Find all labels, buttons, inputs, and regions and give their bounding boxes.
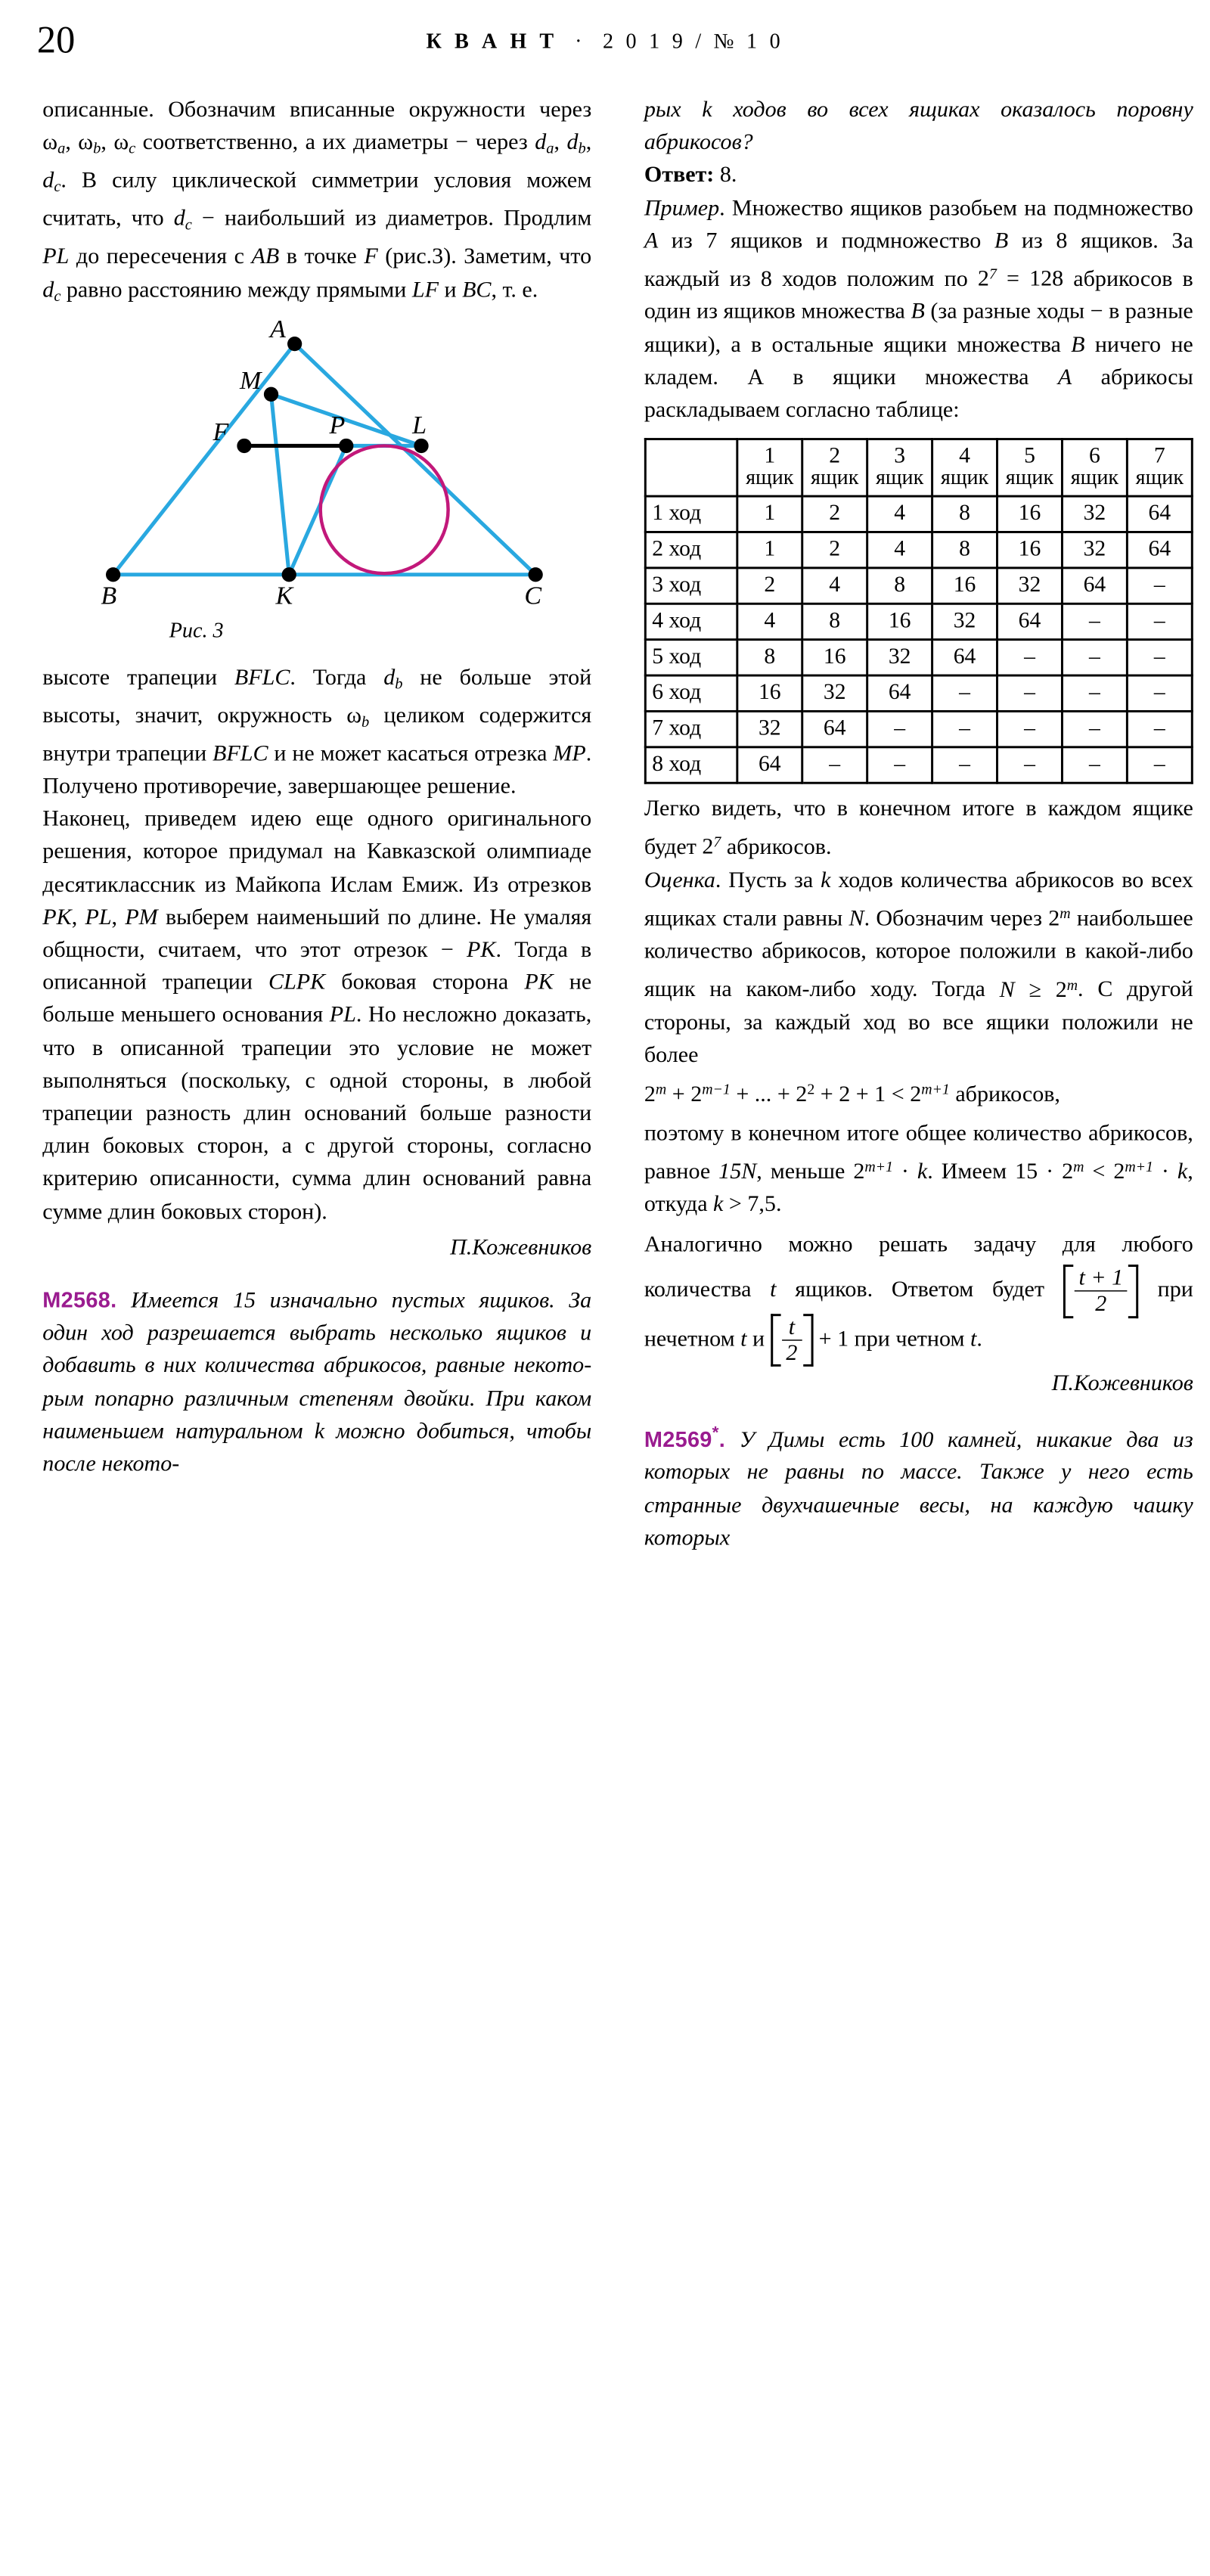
label-M: M [240,366,262,395]
power-base: 2 [853,1159,865,1184]
table-row-header: 8 ход [645,747,737,783]
text-run: Аналогично можно решать задачу для любого количества [644,1231,1193,1302]
segment-ML [271,394,422,445]
table-cell: 8 [802,604,867,639]
header-separator: · [575,29,585,54]
numeric-factor: 15 · [1015,1159,1063,1184]
table-cell: – [1062,640,1127,675]
math-var: CLPK [268,970,326,995]
table-row-header: 4 ход [645,604,737,639]
table-cell: 32 [1062,496,1127,532]
floor-bracket [1063,1267,1139,1316]
power-base: 2 [910,1082,922,1107]
table-row-header: 1 ход [645,496,737,532]
table-row-header: 5 ход [645,640,737,675]
text-run: соответственно, а их диаметры − через [135,130,535,155]
math-var: BFLC [234,665,290,690]
table-cell: – [802,747,867,783]
figure-caption: Рис. 3 [169,619,224,643]
math-var: B [911,299,925,324]
text-run: . Но несложно доказать, что в описанной трапеции это условие не может выполняться (поскольку, с одной стороны, в любой трапеции разность длин оснований больше разности длин боковых сторон, а с другой стороны, согласно критерию описанности, сумма длин оснований равна сумме длин боковых сторон). [42,1003,592,1224]
subscript: c [54,287,61,305]
table-row-header: 2 ход [645,532,737,568]
omega-symbol: ω [42,130,58,155]
math-var: BC [462,277,492,303]
label-L: L [412,411,427,439]
subscript: a [57,140,66,157]
text-run: . С другой стороны, за каждый ход во все ящики положили не более [644,977,1193,1068]
text-run: (рис.3). Заметим, что [377,244,592,270]
text-run: абрикосы раскладываем согласно таблице: [644,365,1193,423]
table-cell: 8 [932,532,997,568]
figure-svg [42,319,591,610]
paragraph-example [644,192,1193,427]
table-cell: 32 [737,712,802,747]
power-base: 2 [1048,906,1060,931]
text-run: . Тогда [290,665,384,690]
apricots-table [644,438,1193,784]
asterisk-marker: * [712,1423,719,1442]
text-run: и [438,277,463,303]
table-cell: 16 [737,675,802,711]
math-var: B [994,228,1009,253]
table-cell: 64 [737,747,802,783]
text-run: из 7 ящиков и подмножество [658,228,994,253]
label-B: B [101,581,117,610]
label-C: C [524,581,542,610]
label-F: F [213,417,229,446]
table-cell: 16 [997,496,1063,532]
relation-operator: ≥ [1014,977,1056,1002]
text-run: . Тогда в описанной трапеции [42,937,592,995]
subscript: b [395,675,403,692]
table-cell: 16 [867,604,932,639]
power-exponent: m−1 [702,1081,731,1098]
table-row [645,640,1192,675]
problem-statement-m2568: Имеется 15 изначально пустых ящиков. За один ход разрешается выбрать несколько ящиков и добавить в них количества абрикосов, равные некоторым попарно различным степеням двойки. При каком наименьшем натуральном k можно добиться, чтобы после некото- [42,1288,592,1477]
table-body [645,496,1192,783]
text-run: . Пусть за [715,867,821,892]
paragraph-problem-tail [644,94,1193,159]
text-run: , [65,130,79,155]
problem-id-m2569: M2569 [644,1427,712,1452]
table-cell: 4 [802,568,867,604]
answer-line [644,160,1193,192]
table-cell: – [1127,604,1192,639]
page-header [0,20,1210,70]
operator: + [666,1082,691,1107]
table-row-header: 3 ход [645,568,737,604]
text-run: и [746,1326,771,1352]
table-col-header: 7 ящик [1127,439,1192,496]
geometry-figure [42,319,591,655]
relation-operator: > [723,1192,748,1217]
text-run: поэтому в конечном итоге общее количество абрикосов, равное [644,1121,1193,1184]
math-var: F [364,244,378,270]
example-label: Пример [644,195,720,221]
power-exponent: 2 [807,1081,815,1098]
text-run: в точке [279,244,365,270]
math-var: MP [553,741,586,766]
incircle [321,445,448,573]
text-run: (за разные ходы − в разные ящики), а в остальные ящики множества [644,299,1193,357]
operator: · [1153,1159,1177,1184]
omega-symbol: ω [346,703,362,728]
problem-m2568 [42,1285,591,1481]
table-cell: – [1127,747,1192,783]
point-B [106,567,120,582]
text-run: , [111,905,126,930]
table-cell: 32 [997,568,1063,604]
paragraph-alternate-solution [42,803,591,1228]
table-cell: 4 [737,604,802,639]
table-cell: 16 [932,568,997,604]
table-cell: 64 [1127,532,1192,568]
paragraph-estimate [644,864,1193,1072]
math-var: N [999,977,1015,1002]
text-run: , т. е. [491,277,538,303]
power-exponent: m+1 [864,1158,893,1175]
text-run: ходов во всех ящиках оказалось поровну абрикосов? [644,97,1193,155]
text-run: не больше этой высоты, значит, окружность [42,665,592,728]
operator: · [892,1159,917,1184]
table-cell: – [1127,640,1192,675]
power-base: 2 [977,266,989,292]
table-col-header: 3 ящик [867,439,932,496]
equation-rhs: = 128 [996,266,1064,292]
text-run: равно расстоянию между прямыми [60,277,412,303]
table-corner-cell [645,439,737,496]
text-run: . Получено противоречие, завершающее решение. [42,741,592,799]
omega-symbol: ω [113,130,129,155]
table-row-header: 7 ход [645,712,737,747]
table-row [645,675,1192,711]
table-cell: – [1062,675,1127,711]
point-P [339,438,353,452]
subscript: c [129,140,136,157]
text-run: и не может касаться отрезка [268,741,554,766]
journal-title: К В А Н Т [426,29,558,54]
table-cell: – [997,747,1063,783]
power-exponent: m [655,1081,667,1098]
math-var: PL [42,244,70,270]
math-var: k [1177,1159,1188,1184]
math-var: LF [411,277,439,303]
table-row [645,712,1192,747]
text-run: − наибольший из диаметров. Продлим [191,206,592,231]
table-cell: 64 [1062,568,1127,604]
figure-labels [101,319,542,610]
text-run: ходов количества абрикосов во всех ящиках стали равны [644,867,1193,931]
point-F [237,438,251,452]
table-cell: 8 [867,568,932,604]
power-exponent: 7 [988,265,997,283]
problem-m2569 [644,1417,1193,1555]
text-run: выберем наименьший по длине. Не умаляя общности, считаем, что этот отрезок − [42,905,592,963]
power-base: 2 [644,1082,656,1107]
math-var: A [644,228,659,253]
text-run: Наконец, приведем идею еще одного оригинального решения, которое придумал на Кавказской олимпиаде десятиклассник из Майкопа Ислам Емиж. Из отрезков [42,806,592,897]
math-var: AB [251,244,280,270]
text-run: высоте трапеции [42,665,234,690]
math-var: PK [524,970,554,995]
table-cell: – [1127,675,1192,711]
text-run: . В силу циклической симметрии условия можем считать, что [42,168,592,231]
power-base: 2 [702,835,714,860]
table-cell: 16 [802,640,867,675]
table-cell: – [1062,712,1127,747]
table-header [645,439,1192,496]
math-var: PM [125,905,158,930]
math-var: PK [467,937,496,963]
power-base: 2 [690,1082,703,1107]
table-cell: 4 [867,532,932,568]
table-cell: 64 [1127,496,1192,532]
table-cell: 2 [737,568,802,604]
label-A: A [270,318,286,343]
point-C [529,567,543,582]
table-row-header: 6 ход [645,675,737,711]
text-run: , [554,130,567,155]
label-K: K [275,581,293,610]
omega-symbol: ω [78,130,94,155]
table-row [645,496,1192,532]
table-cell: 16 [997,532,1063,568]
subscript: b [578,140,586,157]
text-run: , [71,905,85,930]
math-var: PL [85,905,112,930]
text-run: наибольшее количество абрикосов, которое положили в какой-либо ящик на каком-либо ходу. Тогда [644,906,1193,1002]
operator: + 2 + 1 < [814,1082,911,1107]
point-K [282,567,296,582]
left-column [42,94,591,1481]
paragraph-general-case [644,1221,1193,1364]
power-exponent: m+1 [1125,1158,1153,1175]
math-var: B [1071,332,1085,357]
table-cell: – [997,712,1063,747]
text-run: до пересечения с [69,244,252,270]
math-var: d [383,665,396,690]
text-run: ничего не кладем. А в ящики множества [644,332,1193,390]
paragraph-inscribed-circles [42,94,591,312]
math-var: d [566,130,579,155]
subscript: c [185,216,192,234]
text-run: , [101,130,114,155]
table-cell: – [1127,712,1192,747]
table-cell: 32 [867,640,932,675]
math-var: t [740,1326,747,1352]
table-cell: 4 [867,496,932,532]
table-col-header: 6 ящик [1062,439,1127,496]
text-run: Легко видеть, что в конечном итоге в каждом ящике будет [644,796,1193,860]
paragraph-after-table [644,793,1193,864]
math-var: PK [42,905,72,930]
text-run: , меньше [756,1159,854,1184]
table-cell: 32 [932,604,997,639]
answer-label: Ответ: [644,163,715,188]
math-var: N [849,906,864,931]
table-cell: 1 [737,496,802,532]
relation-operator: < [1084,1159,1114,1184]
table-row [645,568,1192,604]
text-run: описанные. Обозначим вписанные окружности через [42,97,592,123]
point-M [264,386,278,401]
table-cell: – [867,712,932,747]
problem-id-dot: . [718,1427,726,1452]
fraction-t-plus-1-over-2: $\frac{t + 1}{2}$ [1075,1267,1128,1316]
table-row [645,532,1192,568]
math-var: t [970,1326,977,1352]
math-var: d [173,206,185,231]
fraction-t-over-2: $\frac{t}{2}$ [781,1316,802,1365]
page-number: 20 [36,20,76,62]
paragraph-estimate-cont [644,1118,1193,1221]
floor-bracket [771,1316,814,1365]
text-run: , откуда [644,1159,1193,1217]
segment-AC [295,343,536,574]
power-base: 2 [796,1082,808,1107]
power-exponent: m [1060,905,1071,922]
math-var: 15N [718,1159,757,1184]
table-cell: 1 [737,532,802,568]
table-cell: 32 [802,675,867,711]
text-run: из 8 ящиков. За каждый из 8 ходов положим по [644,228,1193,292]
table-cell: 32 [1062,532,1127,568]
table-cell: 64 [867,675,932,711]
math-var: k [713,1192,724,1217]
text-run: . [775,1192,782,1217]
power-exponent: 7 [713,833,721,851]
table-header-row [645,439,1192,496]
math-var: d [42,277,54,303]
table-cell: – [997,675,1063,711]
point-A [287,337,302,351]
subscript: b [361,712,370,730]
table-cell: 64 [802,712,867,747]
subscript: a [546,140,554,157]
table-row [645,604,1192,639]
operator: + ... + [730,1082,796,1107]
text-run: . Множество ящиков разобьем на подмножество [719,195,1193,221]
power-exponent: m [1066,976,1078,993]
segment-AB [113,343,295,574]
text-run: боковая сторона [325,970,525,995]
right-column [644,94,1193,1554]
table-cell: 8 [737,640,802,675]
answer-value: 8. [719,163,737,188]
text-run: при нечетном [644,1277,1193,1352]
table-cell: – [932,712,997,747]
text-run: + 1 при четном [813,1326,970,1352]
math-var: k [821,867,831,892]
power-base: 2 [1062,1159,1074,1184]
power-base: 2 [1113,1159,1125,1184]
table-cell: 64 [997,604,1063,639]
table-col-header: 2 ящик [802,439,867,496]
power-exponent: m [1073,1158,1084,1175]
math-var: PL [329,1003,356,1028]
text-run: целиком содержится внутри трапеции [42,703,592,766]
math-var: A [1057,365,1072,390]
author-signature-1: П.Кожевников [450,1235,592,1260]
table-col-header: 4 ящик [932,439,997,496]
display-formula-sum [644,1072,1193,1118]
table-col-header: 1 ящик [737,439,802,496]
table-cell: – [932,747,997,783]
text-run: . [976,1326,982,1352]
table-cell: – [1062,747,1127,783]
table-row [645,747,1192,783]
point-L [414,438,428,452]
table-cell: – [1062,604,1127,639]
table-cell: – [1127,568,1192,604]
table-cell: – [997,640,1063,675]
math-var: k [702,97,712,123]
power-base: 2 [1055,977,1067,1002]
math-var: t [770,1277,777,1302]
subscript: c [54,178,61,195]
math-var: d [535,130,547,155]
text-run: рых [644,97,703,123]
label-P: P [329,411,346,439]
table-cell: 8 [932,496,997,532]
text-run: абрикосов в один из ящиков множества [644,266,1193,324]
text-run: не больше меньшего основания [42,970,592,1028]
estimate-label: Оценка [644,867,715,892]
table-cell: – [867,747,932,783]
math-var: k [917,1159,928,1184]
segment-MK [271,394,290,574]
issue-number: 2 0 1 9 / № 1 0 [602,29,784,54]
math-var: BFLC [213,741,268,766]
problem-id-m2568: M2568. [42,1288,117,1313]
numeric-value: 7,5 [747,1192,776,1217]
power-exponent: m+1 [921,1081,950,1098]
text-run: . Имеем [927,1159,1016,1184]
table-cell: 2 [802,532,867,568]
text-run: , [585,130,592,155]
table-col-header: 5 ящик [997,439,1063,496]
author-signature-2: П.Кожевников [1051,1371,1193,1396]
text-run: ящиков. Ответом будет [776,1277,1063,1302]
problem-statement-m2569: У Димы есть 100 камней, никакие два из которых не равны по массе. Также у него есть странные двухчашечные весы, на каждую чашку которых [644,1427,1193,1550]
text-run: абрикосов, [949,1082,1060,1107]
table-cell: 2 [802,496,867,532]
subscript: b [93,140,101,157]
table-cell: – [932,675,997,711]
math-var: d [42,168,54,194]
table-cell: 64 [932,640,997,675]
text-run: . Обозначим через [864,906,1049,931]
text-run: абрикосов. [721,835,832,860]
paragraph-trapezoid [42,662,591,803]
running-head [0,30,1210,55]
